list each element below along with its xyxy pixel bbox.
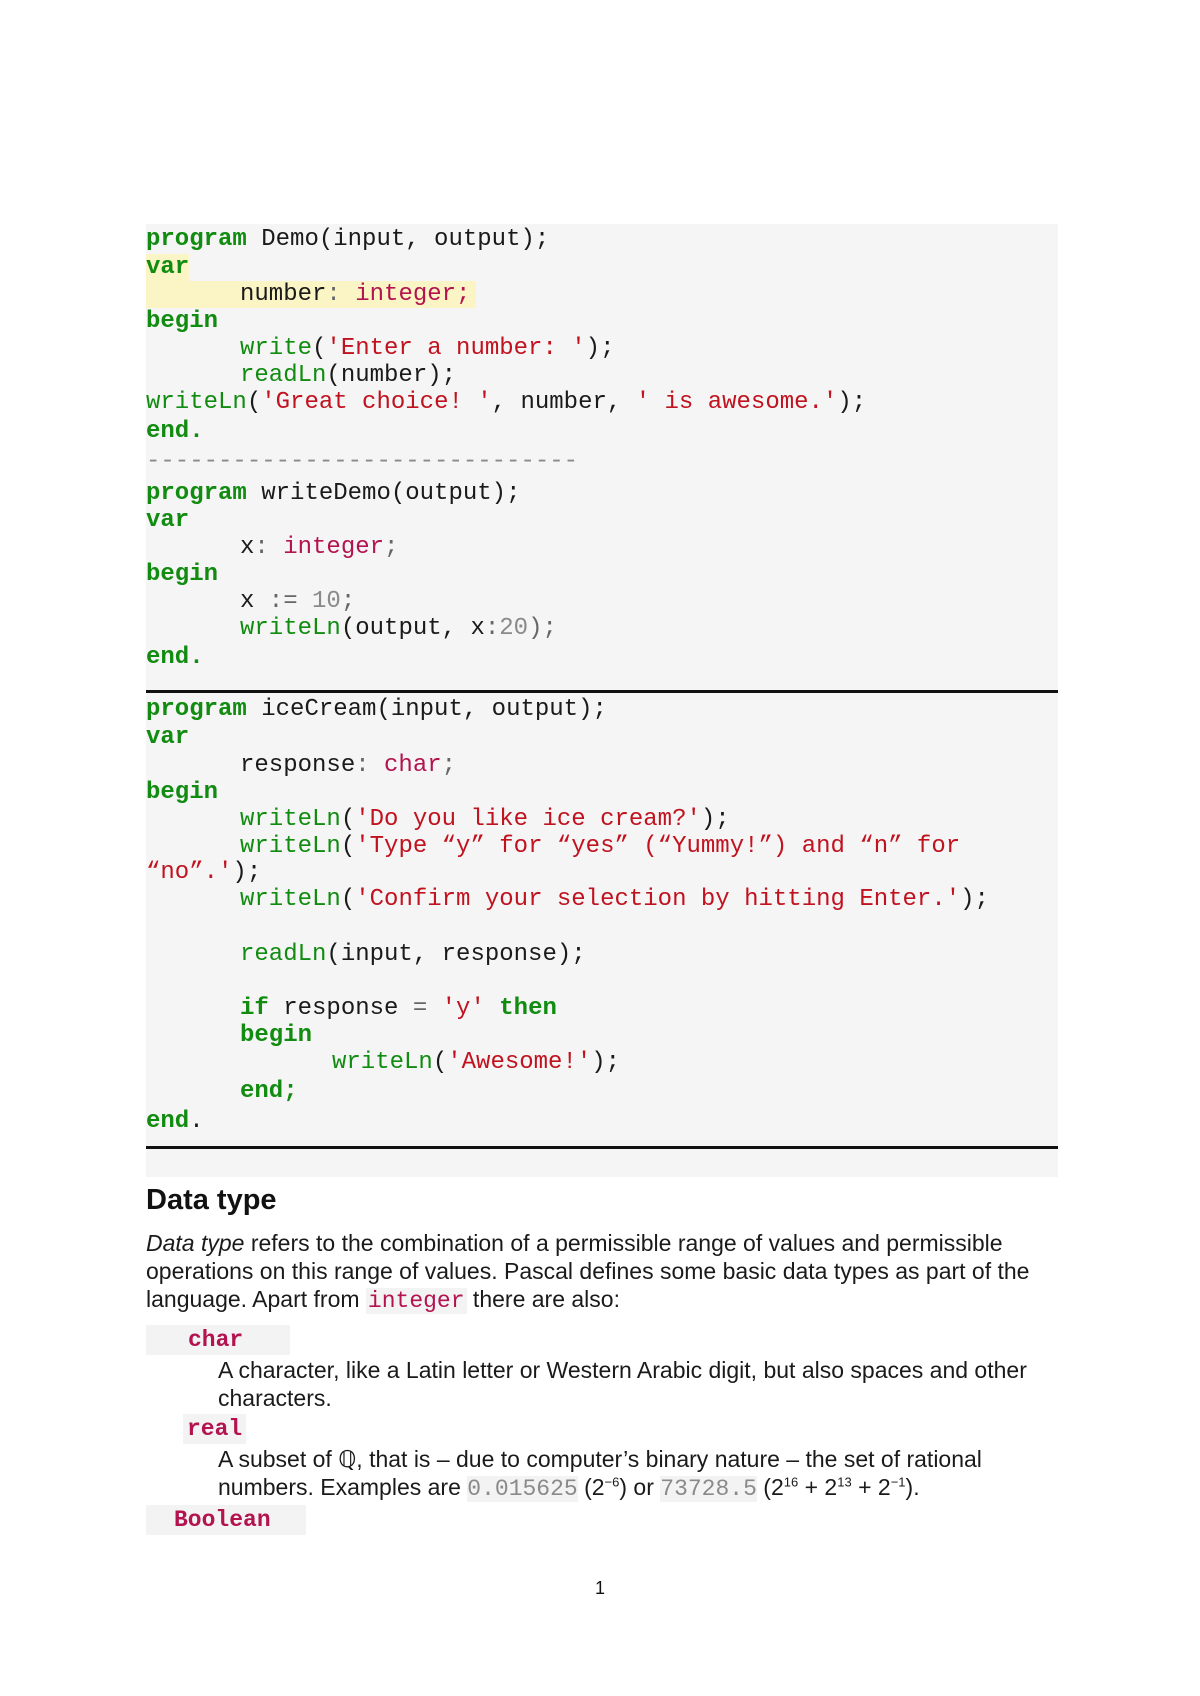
code-text: : <box>484 615 500 642</box>
code-text: . <box>189 644 204 671</box>
code-line <box>146 389 866 416</box>
code-text: ); <box>700 806 730 833</box>
code-text: x <box>240 534 255 561</box>
string-literal: 'y' <box>441 995 485 1022</box>
operator: = <box>412 995 428 1022</box>
code-line <box>240 1078 298 1105</box>
code-text: response <box>268 995 413 1022</box>
code-line <box>240 806 730 833</box>
code-text: ( <box>340 886 356 913</box>
code-text: . <box>189 418 204 445</box>
intro-paragraph <box>146 1229 1056 1315</box>
emphasis-term: Data type <box>146 1230 245 1256</box>
keyword: begin <box>146 779 219 806</box>
keyword: var <box>146 724 190 751</box>
definition-term-boolean: Boolean <box>146 1505 306 1535</box>
code-line <box>146 226 549 253</box>
code-line <box>146 779 218 806</box>
keyword: then <box>499 995 557 1022</box>
definition-term-real: real <box>183 1414 246 1444</box>
code-text: iceCream(input, output); <box>246 696 607 723</box>
code-text: ); <box>528 615 557 642</box>
code-text: ; <box>340 588 356 615</box>
string-literal: 'Awesome!' <box>447 1049 592 1076</box>
definition-text: + 2 <box>798 1474 838 1500</box>
superscript: −6 <box>604 1474 620 1490</box>
code-text: ( <box>312 335 327 362</box>
code-text: ); <box>591 1049 621 1076</box>
code-line <box>146 561 218 588</box>
code-text: ; <box>441 752 457 779</box>
code-text: x <box>240 588 255 615</box>
code-line <box>240 886 989 913</box>
code-line-highlighted <box>146 281 476 308</box>
string-literal: 'Great choice! ' <box>261 389 492 416</box>
code-text: Demo(input, output); <box>246 226 550 253</box>
function-name: writeLn <box>240 833 341 860</box>
code-text <box>427 995 441 1022</box>
definition-text: (2 <box>577 1474 605 1500</box>
function-name: writeLn <box>146 389 247 416</box>
code-text: ( <box>340 806 356 833</box>
definition-text: ) or <box>619 1474 661 1500</box>
string-literal: 'Do you like ice cream?' <box>355 806 701 833</box>
keyword: begin <box>146 308 219 335</box>
intro-text: refers to the combination of a permissible range of values and permissible operations on this range of values. Pascal defines some basic data types as part of the language. Apart from <box>146 1230 1030 1312</box>
code-text: ( <box>432 1049 448 1076</box>
code-text: ); <box>232 859 262 886</box>
code-text: (output, <box>340 615 471 642</box>
code-block-trailing <box>146 1149 1058 1177</box>
function-name: writeLn <box>332 1049 433 1076</box>
function-name: write <box>240 335 313 362</box>
keyword: end <box>146 1108 190 1135</box>
keyword: var <box>146 254 190 281</box>
code-text: ; <box>283 1078 298 1105</box>
code-text: ); <box>960 886 989 913</box>
keyword: end <box>146 644 190 671</box>
keyword: if <box>240 995 269 1022</box>
keyword: var <box>146 507 190 534</box>
function-name: writeLn <box>240 806 341 833</box>
function-name: writeLn <box>240 886 341 913</box>
code-line <box>240 995 557 1022</box>
code-text: ); <box>585 335 615 362</box>
definition-text: (2 <box>756 1474 784 1500</box>
code-text: , number, <box>491 389 636 416</box>
definition-text: A subset of ℚ, that is – due to computer’s binary nature – the set of rational numbers. Examples are <box>218 1446 982 1500</box>
keyword: end <box>146 418 190 445</box>
number-literal: 10 <box>312 588 341 615</box>
section-heading: Data type <box>146 1184 277 1216</box>
superscript: 13 <box>837 1474 852 1490</box>
code-text: : <box>355 752 385 779</box>
code-text: : <box>254 534 284 561</box>
code-text: number <box>240 281 327 308</box>
code-text: ; <box>384 534 399 561</box>
superscript: 16 <box>783 1474 799 1490</box>
function-name: readLn <box>240 941 327 968</box>
code-line <box>146 644 204 671</box>
string-literal: 'Enter a number: ' <box>326 335 586 362</box>
operator: := <box>254 588 313 615</box>
code-line <box>240 941 586 968</box>
code-line <box>240 362 456 389</box>
code-line <box>240 833 960 860</box>
string-literal: “no”.' <box>146 859 233 886</box>
definition-term-char: char <box>146 1325 290 1355</box>
code-text: writeDemo(output); <box>246 480 521 507</box>
inline-code: 0.015625 <box>467 1476 578 1502</box>
code-line <box>240 1022 312 1049</box>
code-line <box>146 308 218 335</box>
code-line <box>240 335 614 362</box>
code-line <box>146 418 204 445</box>
number-literal: 20 <box>499 615 529 642</box>
code-line <box>146 480 520 507</box>
page-number: 1 <box>594 1578 605 1598</box>
keyword: end <box>240 1078 284 1105</box>
code-line <box>332 1049 620 1076</box>
code-line <box>146 696 607 723</box>
code-text: x <box>470 615 485 642</box>
function-name: readLn <box>240 362 327 389</box>
code-line <box>240 615 557 642</box>
code-text: (input, response); <box>326 941 586 968</box>
keyword: program <box>146 226 247 253</box>
function-name: writeLn <box>240 615 341 642</box>
definition-text: + 2 <box>851 1474 891 1500</box>
inline-code: 73728.5 <box>660 1476 757 1502</box>
definition-text: ). <box>905 1474 920 1500</box>
string-literal: ' is awesome.' <box>635 389 838 416</box>
code-line <box>146 254 189 281</box>
code-text: ( <box>340 833 356 860</box>
code-line <box>240 752 456 779</box>
code-line <box>146 1108 204 1135</box>
superscript: −1 <box>890 1474 906 1490</box>
keyword: program <box>146 480 247 507</box>
code-line <box>146 507 189 534</box>
code-line <box>240 588 355 615</box>
keyword: begin <box>146 561 219 588</box>
definition-real <box>218 1445 1058 1503</box>
definition-char: A character, like a Latin letter or Western Arabic digit, but also spaces and other characters. <box>218 1357 1027 1411</box>
code-text: : <box>326 281 356 308</box>
code-text <box>485 995 499 1022</box>
keyword: begin <box>240 1022 313 1049</box>
code-line <box>240 534 398 561</box>
code-block-demo <box>146 224 1058 694</box>
code-text: ( <box>246 389 262 416</box>
inline-code: integer <box>367 1288 465 1314</box>
code-text: . <box>189 1108 204 1135</box>
intro-text: there are also: <box>466 1286 620 1312</box>
code-text: ); <box>837 389 867 416</box>
string-literal: 'Confirm your selection by hitting Enter.' <box>355 886 961 913</box>
separator-dashes: ------------------------------ <box>146 448 579 475</box>
type-name: integer <box>283 534 385 561</box>
string-literal: 'Type “y” for “yes” (“Yummy!”) and “n” for <box>355 833 961 860</box>
code-line <box>146 859 261 886</box>
code-text: response <box>240 752 356 779</box>
code-text: (number); <box>326 362 457 389</box>
type-name: char <box>384 752 442 779</box>
keyword: program <box>146 696 247 723</box>
code-line <box>146 724 189 751</box>
type-name: integer; <box>355 281 471 308</box>
code-block-ice-cream <box>146 693 1058 1148</box>
